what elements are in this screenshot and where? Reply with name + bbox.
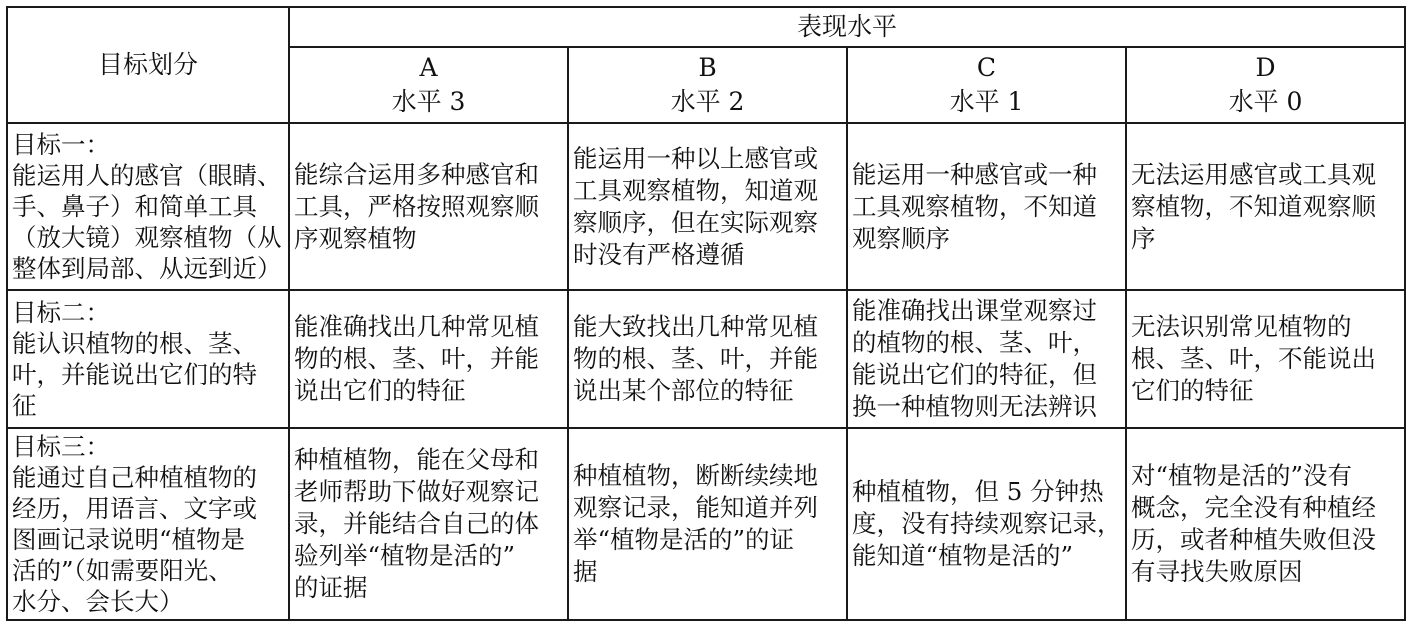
level-c-header: C 水平 1 <box>847 47 1126 123</box>
table-row-goal-3 <box>7 428 1405 620</box>
header-row-top <box>7 7 1405 47</box>
goal-2-level-d-cell: 无法识别常见植物的 根、茎、叶，不能说出 它们的特征 <box>1126 290 1405 428</box>
goal-2-level-c-cell: 能准确找出课堂观察过 的植物的根、茎、叶， 能说出它们的特征，但 换一种植物则无法辨识 <box>847 290 1126 428</box>
goal-1-cell: 目标一： 能运用人的感官（眼睛、 手、鼻子）和简单工具 （放大镜）观察植物（从 整体到局部、从远到近） <box>7 123 289 290</box>
level-b-header: B 水平 2 <box>568 47 847 123</box>
goal-3-cell: 目标三： 能通过自己种植植物的 经历，用语言、文字或 图画记录说明“植物是 活的”（如需要阳光、 水分、会长大） <box>7 428 289 620</box>
goal-1-level-d-cell: 无法运用感官或工具观 察植物，不知道观察顺 序 <box>1126 123 1405 290</box>
performance-level-header: 表现水平 <box>289 7 1405 47</box>
goal-1-level-c-cell: 能运用一种感官或一种 工具观察植物，不知道 观察顺序 <box>847 123 1126 290</box>
table-row-goal-2 <box>7 290 1405 428</box>
rubric-table <box>6 6 1406 621</box>
goal-3-level-a-cell: 种植植物，能在父母和 老师帮助下做好观察记 录，并能结合自己的体 验列举“植物是活的” 的证据 <box>289 428 568 620</box>
level-a-header: A 水平 3 <box>289 47 568 123</box>
goal-3-level-b-cell: 种植植物，断断续续地 观察记录，能知道并列 举“植物是活的”的证 据 <box>568 428 847 620</box>
table-row-goal-1 <box>7 123 1405 290</box>
goal-3-level-c-cell: 种植植物，但 5 分钟热 度，没有持续观察记录， 能知道“植物是活的” <box>847 428 1126 620</box>
goal-1-level-a-cell: 能综合运用多种感官和 工具，严格按照观察顺 序观察植物 <box>289 123 568 290</box>
goal-2-cell: 目标二： 能认识植物的根、茎、 叶，并能说出它们的特 征 <box>7 290 289 428</box>
goal-2-level-a-cell: 能准确找出几种常见植 物的根、茎、叶，并能 说出它们的特征 <box>289 290 568 428</box>
level-d-header: D 水平 0 <box>1126 47 1405 123</box>
goal-column-header: 目标划分 <box>7 7 289 123</box>
goal-2-level-b-cell: 能大致找出几种常见植 物的根、茎、叶，并能 说出某个部位的特征 <box>568 290 847 428</box>
goal-3-level-d-cell: 对“植物是活的”没有 概念，完全没有种植经 历，或者种植失败但没 有寻找失败原因 <box>1126 428 1405 620</box>
goal-1-level-b-cell: 能运用一种以上感官或 工具观察植物，知道观 察顺序，但在实际观察 时没有严格遵循 <box>568 123 847 290</box>
